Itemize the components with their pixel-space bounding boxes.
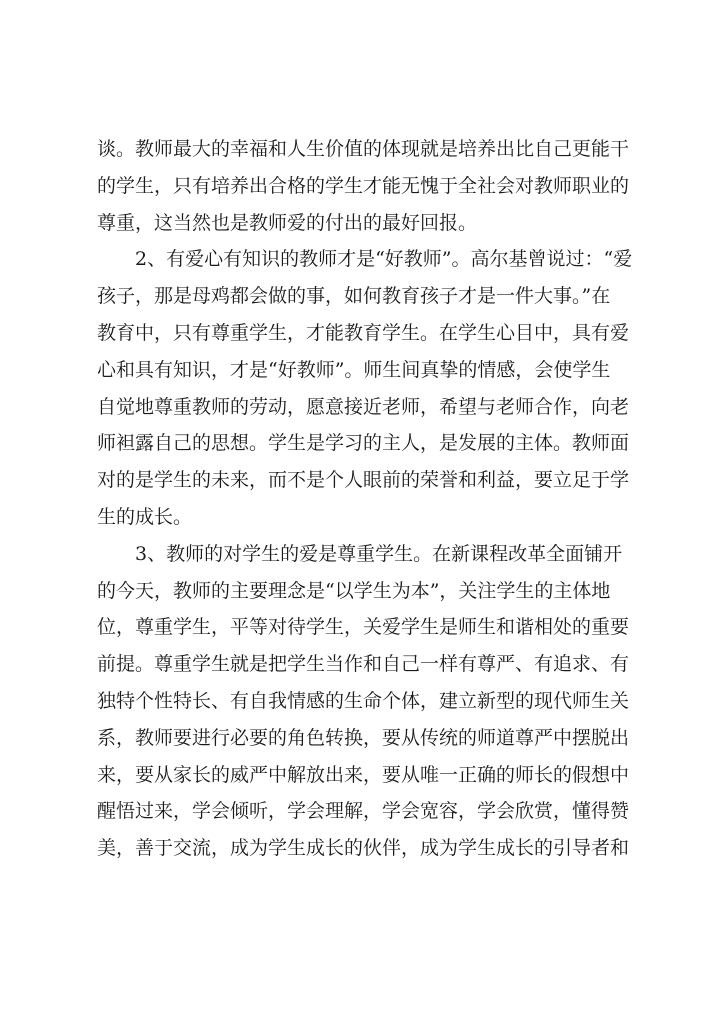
text-line: 醒悟过来，学会倾听，学会理解，学会宽容，学会欣赏，懂得赞 xyxy=(97,800,630,823)
text-line: 自觉地尊重教师的劳动，愿意接近老师，希望与老师合作，向老 xyxy=(97,395,630,418)
text-line: 心和具有知识，才是“好教师”。师生间真挚的情感，会使学生 xyxy=(97,358,611,381)
text-line: 的学生，只有培养出合格的学生才能无愧于全社会对教师职业的 xyxy=(97,174,630,197)
text-line: 系，教师要进行必要的角色转换，要从传统的师道尊严中摆脱出 xyxy=(97,726,630,749)
text-line: 生的成长。 xyxy=(97,505,193,528)
text-line: 尊重，这当然也是教师爱的付出的最好回报。 xyxy=(97,211,478,234)
text-line: 教育中，只有尊重学生，才能教育学生。在学生心目中，具有爱 xyxy=(97,321,630,344)
text-line: 独特个性特长、有自我情感的生命个体，建立新型的现代师生关 xyxy=(97,689,630,712)
body-text xyxy=(97,131,635,867)
text-line: 谈。教师最大的幸福和人生价值的体现就是培养出比自己更能干 xyxy=(97,138,630,160)
text-line: 孩子，那是母鸡都会做的事，如何教育孩子才是一件大事。”在 xyxy=(97,285,611,308)
text-line: 美，善于交流，成为学生成长的伙伴，成为学生成长的引导者和 xyxy=(97,837,630,860)
text-line: 的今天，教师的主要理念是“以学生为本”，关注学生的主体地 xyxy=(97,579,611,602)
paragraph-2-start: 2、有爱心有知识的教师才是“好教师”。高尔基曾说过：“爱 xyxy=(135,248,633,271)
paragraph-3-start: 3、教师的对学生的爱是尊重学生。在新课程改革全面铺开 xyxy=(135,542,623,565)
text-line: 前提。尊重学生就是把学生当作和自己一样有尊严、有追求、有 xyxy=(97,653,630,676)
text-line: 来，要从家长的威严中解放出来，要从唯一正确的师长的假想中 xyxy=(97,763,630,786)
text-line: 位，尊重学生，平等对待学生，关爱学生是师生和谐相处的重要 xyxy=(97,616,630,639)
text-line: 对的是学生的未来，而不是个人眼前的荣誉和利益，要立足于学 xyxy=(97,469,630,492)
text-line: 师袒露自己的思想。学生是学习的主人，是发展的主体。教师面 xyxy=(97,432,630,455)
